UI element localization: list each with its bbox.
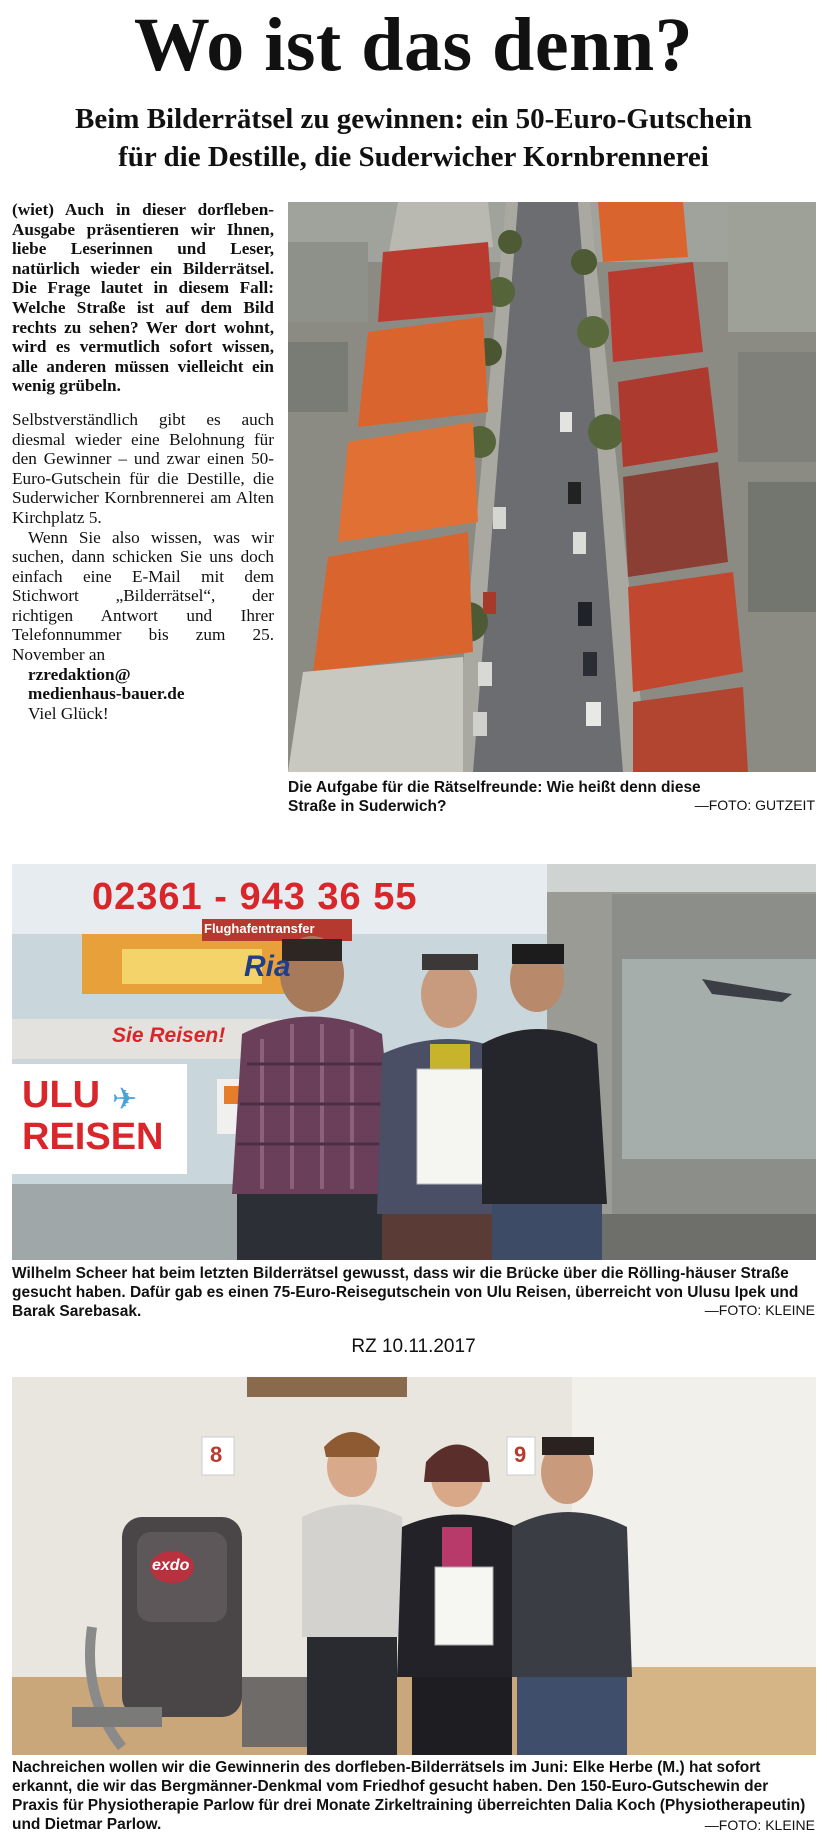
sign-ria: Ria (244, 950, 291, 983)
photo2-credit: —FOTO: KLEINE (704, 1302, 815, 1318)
sign-brand-line-2: REISEN (22, 1116, 164, 1158)
sign-brand-line-1: ULU (22, 1074, 101, 1116)
room-number-left: 8 (210, 1442, 223, 1467)
contact-email-line-1: rzredaktion@ (28, 664, 131, 684)
sign-phone: 02361 - 943 36 55 (92, 876, 418, 918)
sign-brand (22, 1074, 163, 1158)
subheadline-line-1: Beim Bilderrätsel zu gewinnen: ein 50-Euro-Gutschein (75, 103, 752, 135)
aerial-street-illustration (288, 202, 816, 772)
physiotherapy-illustration (12, 1377, 816, 1755)
article-paragraph-3: Wenn Sie also wissen, was wir suchen, dann schicken Sie uns doch einfach eine E-Mail mit dem Stichwort „Bilderrätsel“, der richtigen Antwort und Ihrer Telefonnummer bis zum 25. November an (12, 527, 274, 665)
subheadline (20, 100, 807, 176)
sign-flights: Flughafentransfer (204, 921, 315, 936)
photo-travel-agency (12, 864, 816, 1260)
photo-physiotherapy (12, 1377, 816, 1755)
contact-email-line-2: medienhaus-bauer.de (28, 684, 185, 704)
headline: Wo ist das denn? (133, 3, 694, 87)
travel-agency-illustration (12, 864, 816, 1260)
plane-icon: ✈ (112, 1082, 138, 1117)
article-lead: (wiet) Auch in dieser dorfleben-Ausgabe präsentieren wir Ihnen, liebe Leserinnen und Leser, natürlich wieder ein Bilderrätsel. Die Frage lautet in diesem Fall: Welche Straße ist auf dem Bild rechts zu sehen? Wer dort wohnt, wird es vermutlich sofort wissen, alle anderen müssen vielleicht ein wenig grübeln. (12, 200, 274, 396)
article-signoff: Viel Glück! (28, 703, 109, 723)
photo-aerial-street (288, 202, 816, 772)
photo1-caption: Die Aufgabe für die Rätselfreunde: Wie heißt denn diese Straße in Suderwich? (288, 779, 701, 815)
photo3-credit: —FOTO: KLEINE (704, 1817, 815, 1833)
photo3-caption: Nachreichen wollen wir die Gewinnerin des dorfleben-Bilderrätsels im Juni: Elke Herbe (M.) hat sofort erkannt, die wir das Bergmänner-Denkmal vom Friedhof gesucht haben. Den 150-Euro-Gutschewin der Praxis für Physiotherapie Parlow für drei Monate Zirkeltraining überreichten Dalia Koch (Physiotherapeutin) und Dietmar Parlow. (12, 1759, 806, 1833)
photo2-caption: Wilhelm Scheer hat beim letzten Bilderrätsel gewusst, dass wir die Brücke über die Rölling-häuser Straße gesucht haben. Dafür gab es einen 75-Euro-Reisegutschein von Ulu Reisen, überreicht von Ulusu Ipek und Barak Sarebasak. (12, 1265, 799, 1320)
contact-email[interactable] (12, 665, 274, 704)
room-number-right: 9 (514, 1442, 527, 1467)
article-paragraph-2: Selbstverständlich gibt es auch diesmal wieder eine Belohnung für den Gewinner – und zwar einen 50-Euro-Gutschein für die Destille, die Suderwicher Kornbrennerei am Alten Kirchplatz 5. (12, 409, 274, 527)
machine-brand: exdo (152, 1557, 190, 1574)
subheadline-line-2: für die Destille, die Suderwicher Kornbrennerei (118, 141, 709, 173)
sign-slogan: Sie Reisen! (112, 1024, 226, 1047)
dateline: RZ 10.11.2017 (351, 1336, 476, 1357)
photo1-credit: —FOTO: GUTZEIT (694, 797, 815, 813)
article-column (12, 200, 274, 723)
